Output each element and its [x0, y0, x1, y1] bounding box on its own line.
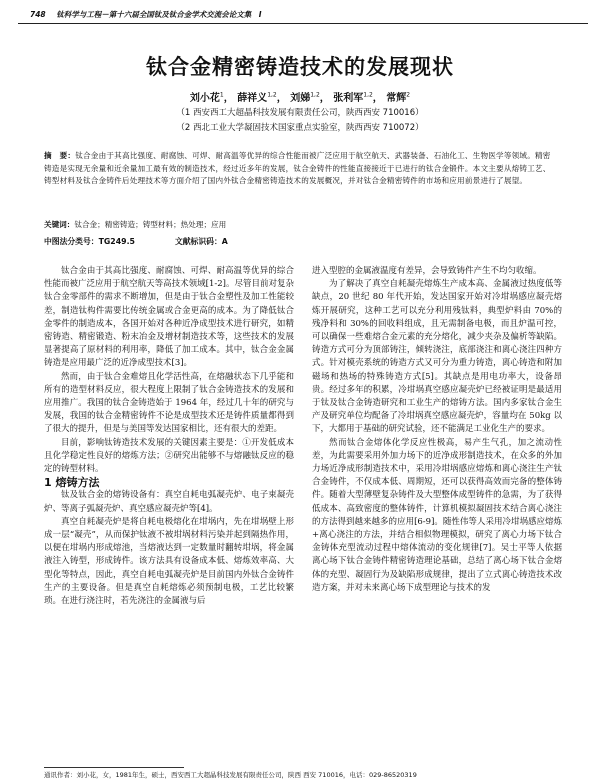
author-sup: 1,2	[310, 91, 320, 99]
classification-line	[44, 236, 558, 247]
author: 张利军	[333, 93, 364, 104]
doc-code-value: A	[221, 237, 228, 246]
body-paragraph: 然而，由于钛合金难熔且化学活性高，在熔融状态下几乎能和所有的造型材料反应，很大程度上限制了钛合金铸造技术的发展和应用推广。我国的钛合金铸造始于 1964 年，经过几十年的研究与发展，我国的钛合金精密铸件不论是成型技术还是铸件质量都得到了很大的提升，但是与美国等发达国家相比，还有很大的差距。	[44, 371, 294, 435]
author: 刘小花	[189, 93, 220, 104]
running-title: 钛科学与工程－第十六届全国钛及钛合金学术交流会论文集 Ⅰ	[56, 10, 262, 19]
body-paragraph: 然而钛合金熔体化学反应性极高，易产生气孔，加之流动性差，为此需要采用外加力场下的近净成形制造技术，在众多的外加力场近净成形制造技术中，采用冷坩埚感应熔炼和离心浇注生产钛合金铸件，不仅成本低、周期短，还可以获得高效而完备的整体铸件。随着大型薄壁复杂铸件及大型整体成型铸件的急需，为了获得低成本、高致密度的整体铸件，计算机模拟凝固技术结合离心浇注的方法得到越来越多的应用[6-9]。随性伟等人采用冷坩埚感应熔炼+离心浇注的方法，并结合相似物理模拟，研究了离心力场下钛合金铸体充型流动过程中熔体流动的变化规律[7]。吴士平等人依据离心场下钛合金铸件精密铸造理论基础，总结了离心场下钛合金熔体的充型、凝固行为及缺陷形成规律，提出了立式离心铸造技术改造方案，并对未来离心场下成型理论与技术的发	[312, 437, 562, 593]
affiliation-1: （1 西安西工大超晶科技发展有限责任公司，陕西西安 710016）	[176, 108, 424, 118]
doc-code-label: 文献标识码：	[174, 237, 222, 246]
author-sup: 1	[219, 91, 224, 99]
keywords-label: 关键词：	[44, 220, 75, 229]
author-sup: 1,2	[267, 91, 277, 99]
keywords-text: 钛合金；精密铸造；铸型材料；热处理；应用	[74, 220, 227, 229]
body-paragraph: 钛合金由于其高比强度、耐腐蚀、可焊、耐高温等优异的综合性能而被广泛应用于航空航天等高技术领域[1-2]。尽管目前对复杂钛合金零部件的需求不断增加，但是由于钛合金塑性及加工性能较差，制造钛构件需要比传统金属或合金更高的成本。为了降低钛合金零件的制造成本，各国开始对各种近净成型技术进行研究，如精密铸造、精密锻造、粉末冶金及增材制造技术等，这些技术的发展显著提高了原材料的利用率，降低了加工成本。其中，钛合金金属铸造是应用最广泛的近净成型技术[3]。	[44, 266, 294, 369]
body-paragraph: 进入型腔的金属液温度有差异，会导致铸件产生不均匀收缩。	[312, 266, 542, 276]
author-list: 刘小花$^1$， 薛祥义$^{1,2}$， 刘娣$^{1,2}$， 张利军$^{1,2}$， 常辉$^2$	[189, 91, 411, 104]
author: 刘娣	[290, 93, 311, 104]
body-paragraph: 钛及钛合金的熔铸设备有：真空自耗电弧凝壳炉、电子束凝壳炉、等离子弧凝壳炉、真空感应凝壳炉等[4]。	[44, 490, 294, 514]
keywords	[44, 219, 558, 230]
footnote: 通讯作者：刘小花，女，1981年生，硕士，西安西工大超晶科技发展有限责任公司，陕西 西安 710016，电话：029-86520319	[44, 771, 417, 779]
page-number: 748	[30, 10, 46, 19]
body-paragraph: 目前，影响钛铸造技术发展的关键因素主要是：①开发低成本且化学稳定性良好的熔炼方法；②研究出能够不与熔融钛反应的稳定的铸型材料。	[44, 437, 294, 475]
abstract-label: 摘 要：	[44, 151, 76, 160]
body-paragraph: 真空自耗凝壳炉是将自耗电极熔化在坩埚内，先在坩埚壁上形成一层“凝壳”，从而保护钛液不被坩埚材料污染并起到隔热作用，以便在坩埚内形成熔池，当熔液达到一定数量时翻转坩埚，将金属液注入铸型，形成铸件。该方法具有设备成本低、熔炼效率高、大型化等特点，因此，真空自耗电弧凝壳炉是目前国内外钛合金铸件生产的主要设备。但是真空自耗熔炼必须预制电极，工艺比较繁琐。在进行浇注时，若先浇注的金属液与后	[44, 516, 294, 607]
section-heading: 1 熔铸方法	[44, 476, 100, 490]
header-rule	[18, 23, 588, 24]
body-paragraph: 为了解决了真空自耗凝壳熔炼生产成本高、金属液过热度低等缺点，20 世纪 80 年代开始，发达国家开始对冷坩埚感应凝壳熔炼开展研究，这种工艺可以充分利用残钛料，典型炉料由 70%的残净料和 30%的回收料组成，且无需制备电极，而且炉温可控，可以确保一些难熔合金元素的充分熔化，减少夹杂及偏析等缺陷。铸造方式可分为顶部铸注，倾转浇注，底部浇注和离心浇注四种方式。针对模壳系统的铸造方式又可分为重力铸造，离心铸造和附加磁场和热场的特殊铸造方式[5]。其缺点是用电功率大，设备昂贵。经过多年的积累，冷坩埚真空感应凝壳炉已经被证明是最适用于钛及钛合金铸造研究和工业生产的熔铸方法。国内多家钛合金生产及研究单位均配备了冷坩埚真空感应凝壳炉，容量均在 50kg 以下，大都用于基础的研究试验，还不能满足工业化生产的要求。	[312, 279, 562, 435]
abstract-text: 钛合金由于其高比强度、耐腐蚀、可焊、耐高温等优异的综合性能而被广泛应用于航空航天、武器装备、石油化工、生物医学等领域。精密铸造是实现无余量和近余量加工最有效的制造技术，经过近多年的发展，钛合金铸件的性能直接接近于已进行的钛合金锻件。本文主要从熔铸工艺、铸型材料及钛合金铸件后处理技术等方面介绍了国内外钛合金精密铸造技术的发展概况，并对钛合金精密铸件的市场和应用前景进行了展望。	[44, 151, 551, 186]
running-header	[30, 9, 590, 20]
footnote-rule	[44, 767, 184, 768]
author: 常辉	[386, 93, 407, 104]
affiliation-2: （2 西北工业大学凝固技术国家重点实验室，陕西西安 710072）	[176, 123, 424, 133]
clc-label: 中图法分类号：	[44, 237, 99, 246]
left-column	[44, 265, 294, 770]
author-sup: 2	[406, 91, 411, 99]
right-column	[312, 265, 562, 770]
paper-title: 钛合金精密铸造技术的发展现状	[146, 55, 454, 79]
clc-value: TG249.5	[98, 237, 135, 246]
author-sup: 1,2	[363, 91, 373, 99]
abstract	[44, 150, 558, 188]
author: 薛祥义	[237, 93, 268, 104]
